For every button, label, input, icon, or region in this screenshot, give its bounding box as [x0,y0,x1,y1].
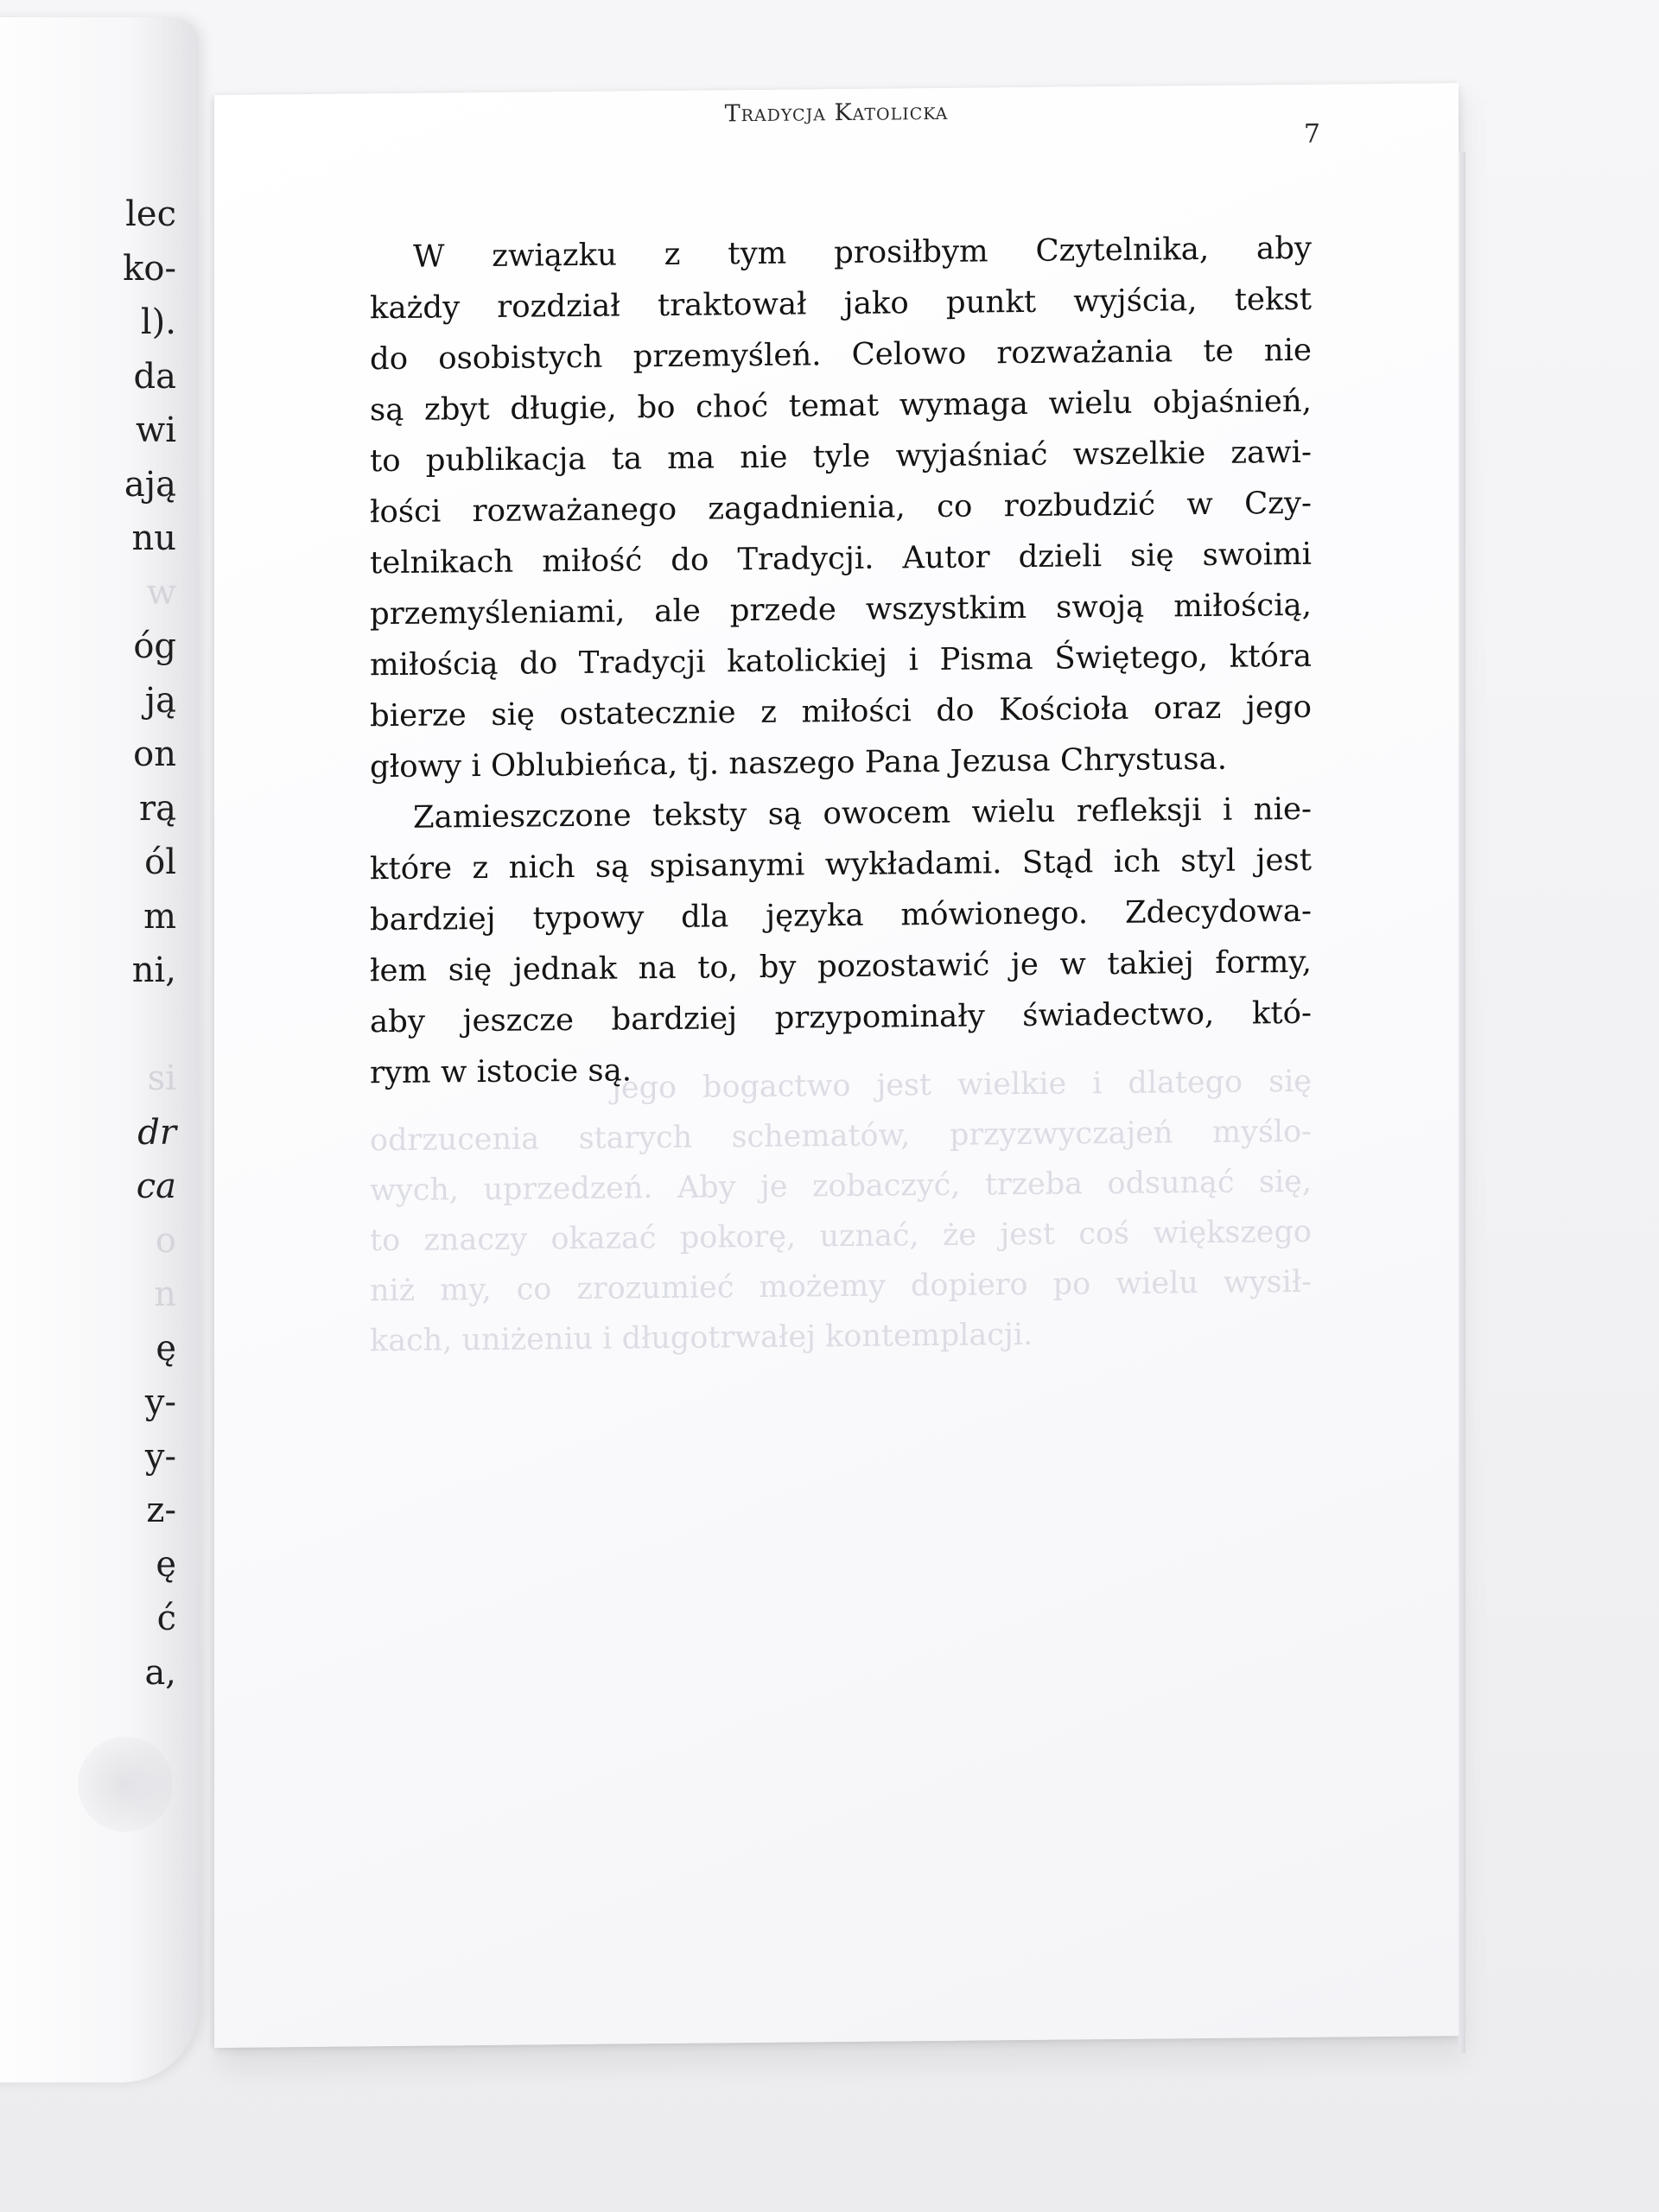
right-page [214,83,1459,2048]
left-page-line: ko- [123,248,176,289]
left-page-line: m [143,896,176,937]
text-line: to publikacja ta ma nie tyle wyjaśniać wszelkie zawi- [370,434,1312,480]
text-line: miłością do Tradycji katolickiej i Pisma Świętego, która [370,638,1312,683]
left-page-line: wi [135,410,176,450]
left-page-line: y- [144,1382,176,1422]
left-page-line: on [133,734,176,774]
text-line: przemyśleniami, ale przede wszystkim swoją miłością, [370,587,1312,632]
left-page-line: a, [144,1652,176,1693]
left-page-line: dr [137,1112,176,1153]
left-page-line: ają [124,464,176,505]
text-line: do osobistych przemyśleń. Celowo rozważania te nie [370,332,1312,378]
page-edge [1459,152,1465,2053]
left-page-line: si [147,1058,176,1098]
text-line: które z nich są spisanymi wykładami. Stąd ich styl jest [370,842,1312,887]
left-page-line: w [146,572,176,613]
text-line: W związku z tym prosiłbym Czytelnika, aby [413,230,1312,275]
text-line: łości rozważanego zagadnienia, co rozbudzić w Czy- [370,485,1312,531]
text-line: Zamieszczone teksty są owocem wielu refleksji i nie- [413,791,1312,836]
show-through-line: odrzucenia starych schematów, przyzwyczajeń myślo- [370,1114,1312,1159]
text-line: są zbyt długie, bo choć temat wymaga wielu objaśnień, [370,383,1312,429]
left-page-line: ni, [131,950,176,990]
left-page-line: z- [146,1491,176,1530]
show-through-line: kach, uniżeniu i długotrwałej kontemplacji. [370,1317,1033,1359]
left-page-line: nu [131,518,176,558]
left-page-line: ć [156,1599,176,1638]
show-through-line: jego bogactwo jest wielkie i dlatego się [612,1064,1312,1106]
left-page-line: l). [140,302,176,342]
paragraph-1 [370,223,1312,792]
show-through-text [370,1057,1312,1366]
left-page-line: ę [156,1328,176,1369]
text-line: bierze się ostatecznie z miłości do Kościoła oraz jego [370,689,1312,734]
show-through-line: to znaczy okazać pokorę, uznać, że jest coś większego [370,1214,1312,1259]
left-page-line: n [154,1274,176,1314]
text-line: bardziej typowy dla języka mówionego. Zdecydowa- [370,893,1312,938]
left-page-line: y- [144,1436,176,1477]
text-line: łem się jednak na to, by pozostawić je w takiej formy, [370,944,1312,989]
running-head: Tradycja Katolicka [724,98,949,128]
text-line: aby jeszcze bardziej przypominały świadectwo, któ- [370,995,1312,1040]
left-page-line: ca [136,1166,176,1206]
left-page-line: lec [125,194,176,234]
paragraph-2 [370,784,1312,1098]
text-line: rym w istocie są. [370,1052,632,1091]
left-page-line: o [155,1220,176,1261]
left-page-line: da [133,356,176,397]
left-page-line: ją [144,680,176,721]
left-page-line: ę [156,1544,176,1585]
smudge [78,1737,173,1832]
left-page-line: óg [133,626,176,666]
text-line: każdy rozdział traktował jako punkt wyjścia, tekst [370,281,1312,327]
text-line: telnikach miłość do Tradycji. Autor dzieli się swoimi [370,536,1312,582]
page-number: 7 [1303,118,1320,149]
body-text [370,223,1312,1098]
show-through-line: wych, uprzedzeń. Aby je zobaczyć, trzeba odsunąć się, [370,1164,1312,1209]
left-page-line: ól [144,842,176,882]
show-through-line: niż my, co zrozumieć możemy dopiero po wielu wysił- [370,1264,1312,1309]
left-page-line: rą [139,788,176,829]
text-line: głowy i Oblubieńca, tj. naszego Pana Jezusa Chrystusa. [370,741,1228,785]
